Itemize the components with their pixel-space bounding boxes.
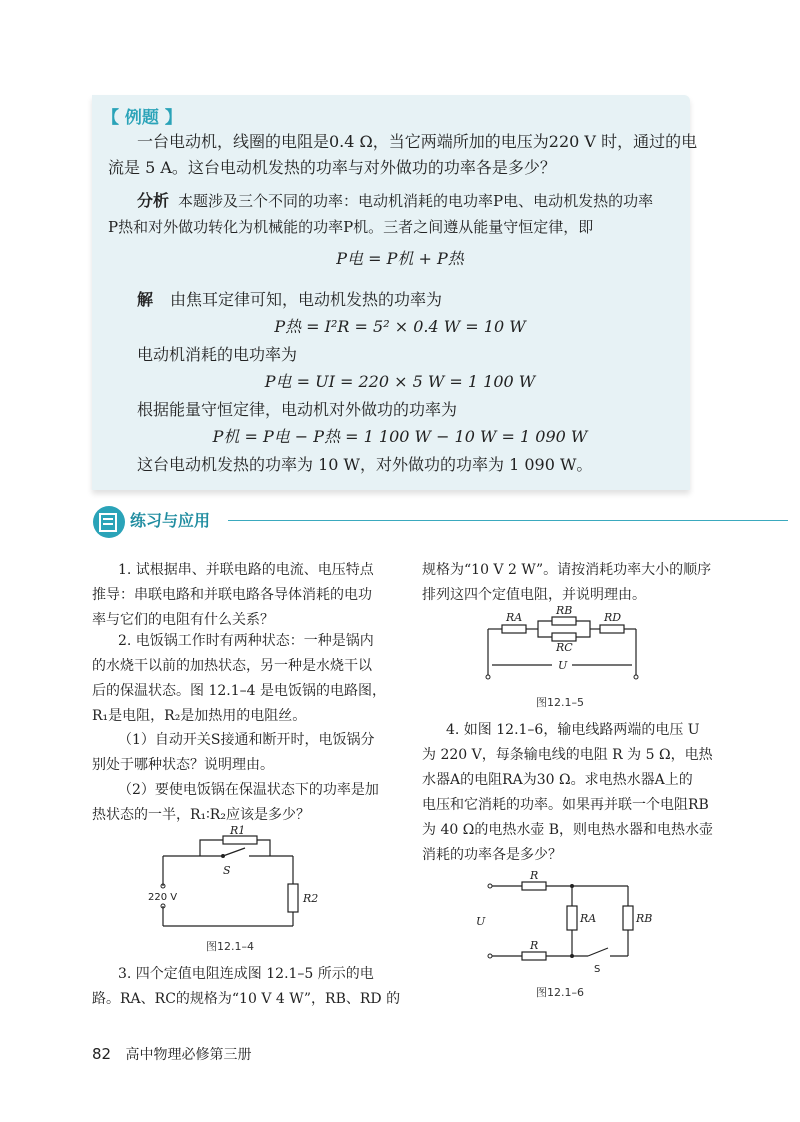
- book-title: 高中物理必修第三册: [125, 1047, 252, 1063]
- fig6-r-top-label: R: [530, 869, 539, 882]
- fig4-r2-label: R2: [303, 892, 319, 905]
- fig5-rb-label: RB: [556, 604, 573, 617]
- fig4-s-label: S: [223, 864, 231, 877]
- q2-line-4: R₁是电阻，R₂是加热用的电阻丝。: [92, 708, 307, 724]
- fig6-r-bottom-label: R: [530, 939, 539, 952]
- figure-12-1-4-caption: 图12.1–4: [206, 940, 254, 953]
- problem-line-1: 一台电动机，线圈的电阻是0.4 Ω，当它两端所加的电压为220 V 时，通过的电: [137, 132, 698, 151]
- fig6-rb-label: RB: [636, 912, 653, 925]
- fig5-u-label: U: [558, 659, 568, 672]
- q4-line-2: 为 220 V，每条输电线的电阻 R 为 5 Ω，电热: [422, 747, 713, 763]
- equation-4: P机 = P电 − P热 = 1 100 W − 10 W = 1 090 W: [212, 427, 588, 446]
- fig6-u-label: U: [476, 915, 486, 928]
- figure-12-1-4-circuit: [145, 826, 320, 931]
- equation-2: P热 = I²R = 5² × 0.4 W = 10 W: [274, 317, 526, 336]
- solution-line-1: 由焦耳定律可知，电动机发热的功率为: [170, 290, 443, 309]
- q1-line-3: 率与它们的电阻有什么关系？: [92, 612, 274, 628]
- solution-line-a: 电动机消耗的电功率为: [137, 345, 298, 364]
- q2-line-1: 2. 电饭锅工作时有两种状态：一种是锅内: [118, 633, 374, 649]
- equation-3: P电 = UI = 220 × 5 W = 1 100 W: [264, 372, 536, 391]
- fig6-ra-label: RA: [580, 912, 597, 925]
- q4-line-5: 为 40 Ω的电热水壶 B，则电热水器和电热水壶: [422, 822, 714, 838]
- q2a-line-1: （1）自动开关S接通和断开时，电饭锅分: [118, 732, 375, 748]
- figure-12-1-6-circuit: [470, 869, 653, 976]
- equation-1: P电 = P机 + P热: [336, 249, 464, 268]
- fig4-voltage-label: 220 V: [148, 892, 178, 903]
- fig5-ra-label: RA: [506, 611, 523, 624]
- q2a-line-2: 别处于哪种状态？说明理由。: [92, 757, 274, 773]
- conclusion-line: 这台电动机发热的功率为 10 W，对外做功的功率为 1 090 W。: [137, 455, 593, 474]
- figure-12-1-5-caption: 图12.1–5: [536, 696, 584, 709]
- exercise-icon: [92, 505, 128, 539]
- q4-line-4: 电压和它消耗的功率。如果再并联一个电阻RB: [422, 797, 709, 813]
- fig5-rc-label: RC: [556, 641, 573, 654]
- analysis-label: 分析: [137, 191, 170, 210]
- analysis-line-1: 本题涉及三个不同的功率：电动机消耗的电功率P电、电动机发热的功率: [178, 192, 654, 210]
- q3-line-1: 3. 四个定值电阻连成图 12.1–5 所示的电: [118, 966, 374, 982]
- page-number: 82: [92, 1045, 112, 1063]
- example-title: 【 例题 】: [102, 108, 182, 128]
- page-footer: [92, 1044, 252, 1064]
- fig6-s-label: S: [594, 964, 601, 975]
- q3-line-2: 路。RA、RC的规格为“10 V 4 W”，RB、RD 的: [92, 991, 401, 1007]
- q1-line-1: 1. 试根据串、并联电路的电流、电压特点: [118, 562, 374, 578]
- section-title: 练习与应用: [130, 511, 211, 530]
- figure-12-1-5-circuit: [480, 605, 650, 687]
- q2b-line-2: 热状态的一半，R₁∶R₂应该是多少？: [92, 807, 310, 823]
- problem-line-2: 流是 5 A。这台电动机发热的功率与对外做功的功率各是多少？: [108, 158, 556, 177]
- q2b-line-1: （2）要使电饭锅在保温状态下的功率是加: [118, 782, 379, 798]
- q3-line-4: 排列这四个定值电阻，并说明理由。: [422, 587, 646, 603]
- q1-line-2: 推导：串联电路和并联电路各导体消耗的电功: [92, 587, 372, 603]
- q3-line-3: 规格为“10 V 2 W”。请按消耗功率大小的顺序: [422, 562, 712, 578]
- q4-line-1: 4. 如图 12.1–6，输电线路两端的电压 U: [446, 722, 700, 738]
- fig4-r1-label: R1: [230, 824, 246, 837]
- q4-line-6: 消耗的功率各是多少？: [422, 847, 562, 863]
- q4-line-3: 水器A的电阻RA为30 Ω。求电热水器A上的: [422, 772, 693, 788]
- figure-12-1-6-caption: 图12.1–6: [536, 986, 584, 999]
- q2-line-3: 后的保温状态。图 12.1–4 是电饭锅的电路图，: [92, 683, 386, 699]
- solution-line-b: 根据能量守恒定律，电动机对外做功的功率为: [137, 400, 458, 419]
- q2-line-2: 的水烧干以前的加热状态，另一种是水烧干以: [92, 658, 372, 674]
- analysis-line-2: P热和对外做功转化为机械能的功率P机。三者之间遵从能量守恒定律，即: [108, 218, 594, 236]
- solution-label: 解: [137, 290, 154, 309]
- fig5-rd-label: RD: [604, 611, 622, 624]
- section-divider: [228, 520, 788, 521]
